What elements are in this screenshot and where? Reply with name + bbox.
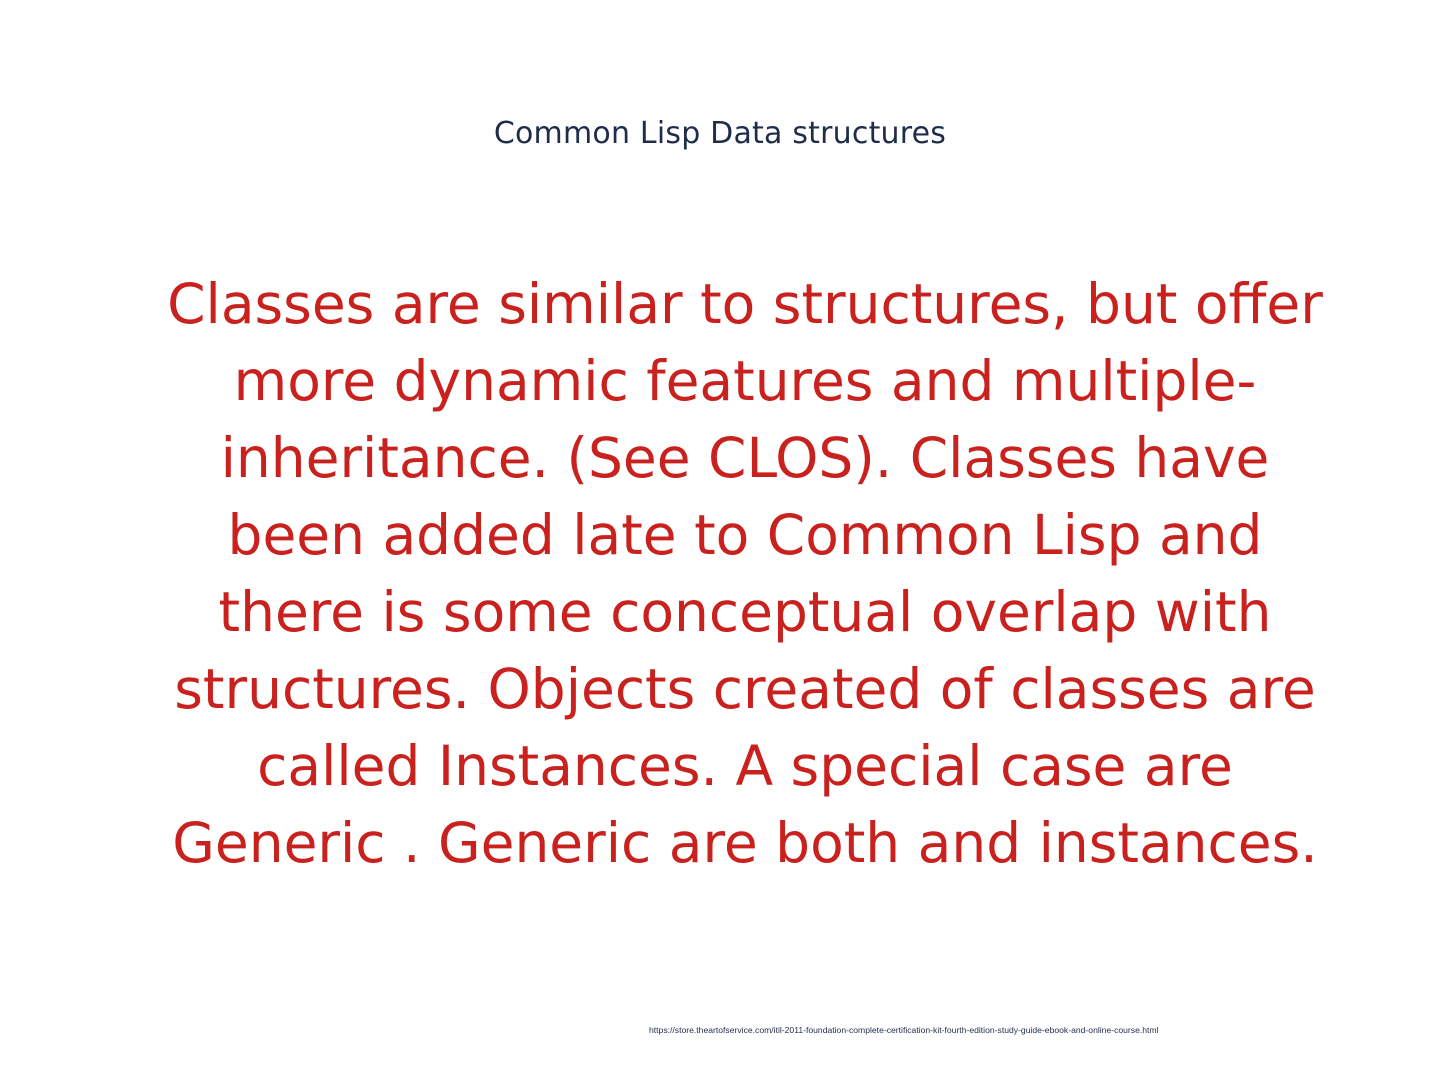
body-line: been added late to Common Lisp and (227, 503, 1263, 567)
body-line: Generic . Generic are both and instances. (172, 811, 1318, 875)
body-line: inheritance. (See CLOS). Classes have (220, 426, 1270, 490)
source-url[interactable]: https://store.theartofservice.com/itil-2011-foundation-complete-certification-kit-fourth-edition-study-guide-ebook-and-online-course.html (649, 1025, 1159, 1035)
body-line: called Instances. A special case are (257, 734, 1233, 798)
body-line: structures. Objects created of classes are (174, 657, 1316, 721)
slide-title: Common Lisp Data structures (493, 116, 947, 151)
slide-body (120, 266, 1370, 882)
body-line: Classes are similar to structures, but offer (167, 272, 1323, 336)
body-line: there is some conceptual overlap with (218, 580, 1272, 644)
body-line: more dynamic features and multiple- (233, 349, 1257, 413)
